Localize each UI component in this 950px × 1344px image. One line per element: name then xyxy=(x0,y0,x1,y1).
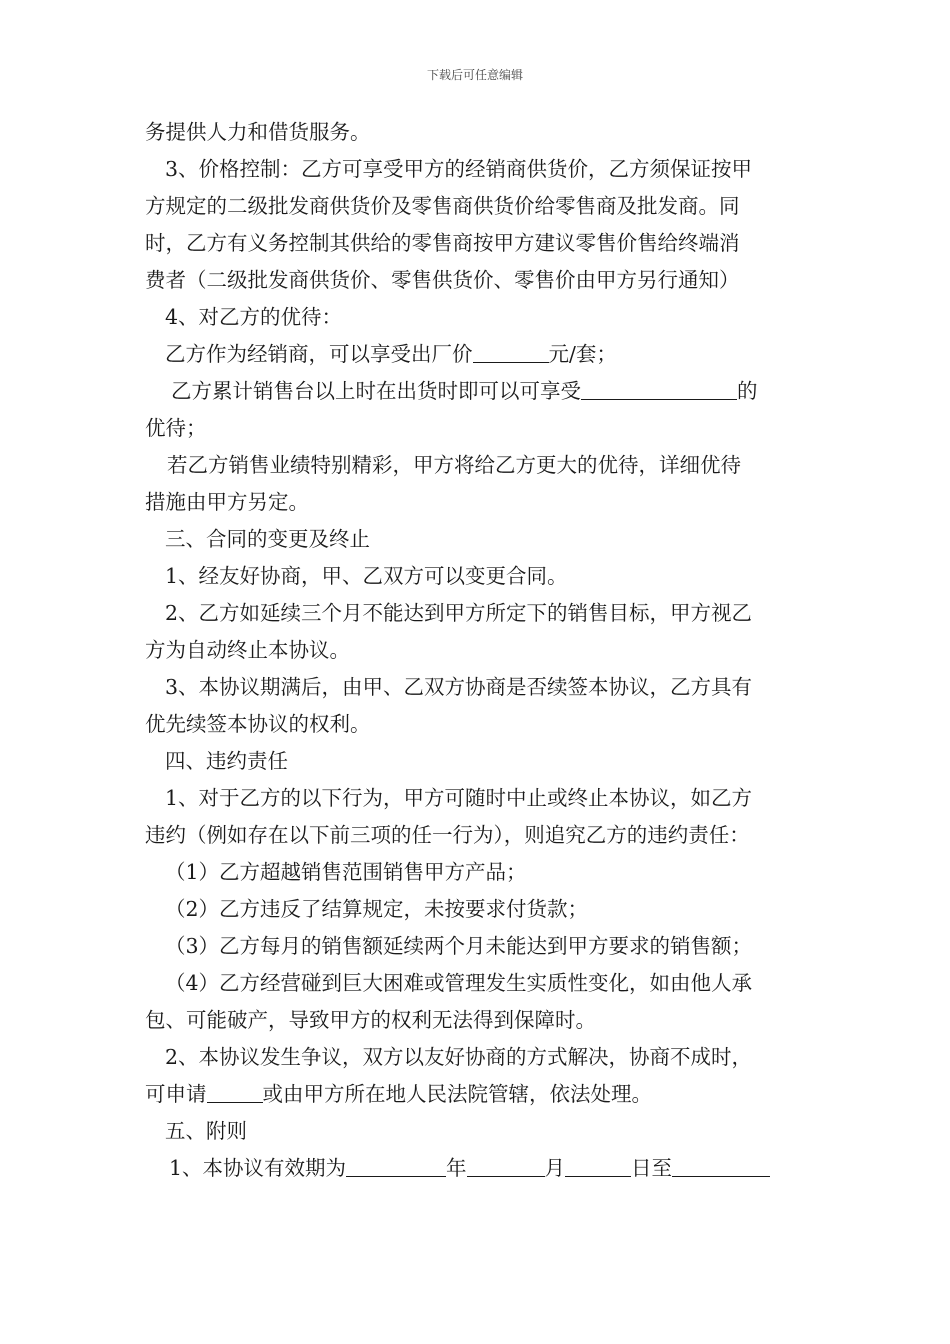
text-line: （2）乙方违反了结算规定，未按要求付货款； xyxy=(165,897,589,921)
text-line xyxy=(145,1150,825,1187)
text-line: （4）乙方经营碰到巨大困难或管理发生实质性变化，如由他人承 xyxy=(165,971,753,995)
text-line: 时，乙方有义务控制其供给的零售商按甲方建议零售价售给终端消 xyxy=(145,231,740,255)
text-line xyxy=(145,373,825,410)
fill-in-blank xyxy=(346,1154,446,1177)
text-line: 3、价格控制：乙方可享受甲方的经销商供货价，乙方须保证按甲 xyxy=(165,157,753,181)
line-segment: 的 xyxy=(737,379,758,403)
text-line: 方为自动终止本协议。 xyxy=(145,638,350,662)
line-segment: 日至 xyxy=(631,1156,673,1180)
line-segment: 1、本协议有效期为 xyxy=(169,1156,347,1180)
document-body xyxy=(145,114,825,1187)
text-line: 优先续签本协议的权利。 xyxy=(145,712,371,736)
text-line: 优待； xyxy=(145,416,207,440)
text-line: 三、合同的变更及终止 xyxy=(165,527,370,551)
line-segment: 年 xyxy=(446,1156,467,1180)
text-line: 1、对于乙方的以下行为，甲方可随时中止或终止本协议，如乙方 xyxy=(165,786,753,810)
line-segment: 月 xyxy=(544,1156,566,1180)
fill-in-blank xyxy=(207,1080,263,1103)
fill-in-blank xyxy=(581,377,737,400)
text-line xyxy=(145,1076,825,1113)
text-line: （1）乙方超越销售范围销售甲方产品； xyxy=(165,860,527,884)
fill-in-blank xyxy=(565,1154,631,1177)
text-line: 3、本协议期满后，由甲、乙双方协商是否续签本协议，乙方具有 xyxy=(165,675,753,699)
text-line: 五、附则 xyxy=(165,1119,247,1143)
text-line: 1、经友好协商，甲、乙双方可以变更合同。 xyxy=(165,564,568,588)
text-line: 包、可能破产，导致甲方的权利无法得到保障时。 xyxy=(145,1008,596,1032)
text-line: 2、本协议发生争议，双方以友好协商的方式解决，协商不成时， xyxy=(165,1045,753,1069)
fill-in-blank xyxy=(467,1154,545,1177)
text-line: 2、乙方如延续三个月不能达到甲方所定下的销售目标，甲方视乙 xyxy=(165,601,753,625)
line-segment: 或由甲方所在地人民法院管辖，依法处理。 xyxy=(262,1082,652,1106)
line-segment: 乙方作为经销商，可以享受出厂价 xyxy=(165,342,473,366)
text-line: 务提供人力和借货服务。 xyxy=(145,120,371,144)
page-header: 下载后可任意编辑 xyxy=(426,68,523,82)
text-line: 违约（例如存在以下前三项的任一行为），则追究乙方的违约责任： xyxy=(145,823,750,847)
text-line: 若乙方销售业绩特别精彩，甲方将给乙方更大的优待，详细优待 xyxy=(167,453,741,477)
text-line: 措施由甲方另定。 xyxy=(145,490,309,514)
text-line: 费者（二级批发商供货价、零售供货价、零售价由甲方另行通知） xyxy=(145,268,740,292)
fill-in-blank xyxy=(473,340,549,363)
text-line: 方规定的二级批发商供货价及零售商供货价给零售商及批发商。同 xyxy=(145,194,740,218)
line-segment: 元/套； xyxy=(548,342,617,366)
fill-in-blank xyxy=(672,1154,770,1177)
text-line: 四、违约责任 xyxy=(165,749,288,773)
line-segment: 乙方累计销售台以上时在出货时即可以可享受 xyxy=(171,379,581,403)
text-line: 4、对乙方的优待： xyxy=(165,305,343,329)
text-line: （3）乙方每月的销售额延续两个月未能达到甲方要求的销售额； xyxy=(165,934,753,958)
line-segment: 可申请 xyxy=(145,1082,207,1106)
text-line xyxy=(145,336,825,373)
